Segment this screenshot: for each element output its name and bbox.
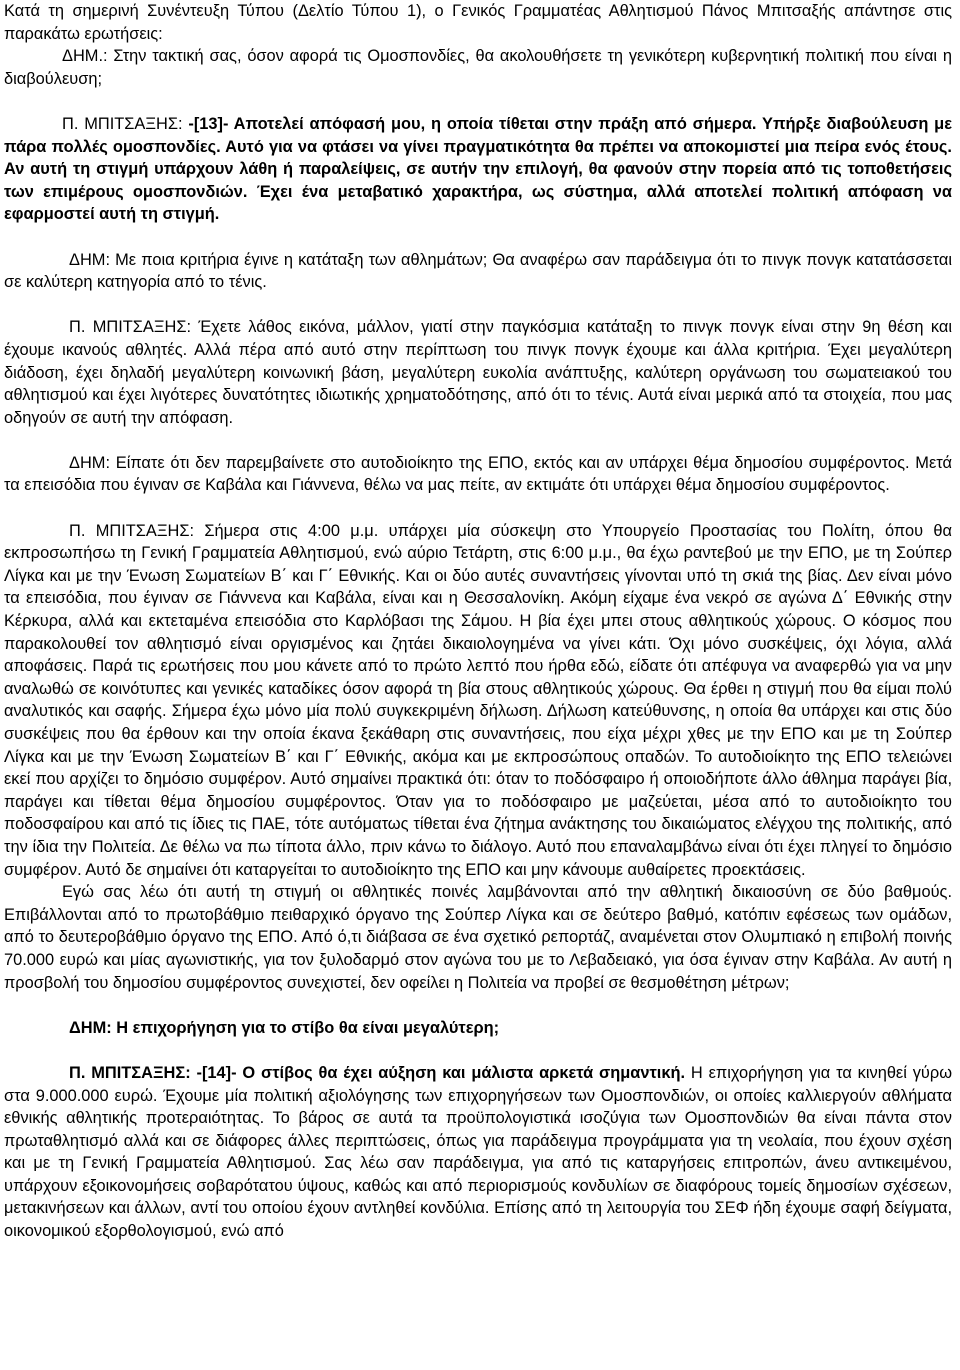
- question-2-text: ΔΗΜ: Με ποια κριτήρια έγινε η κατάταξη των αθλημάτων; Θα αναφέρω σαν παράδειγμα ότι το πινγκ πονγκ κατατάσσεται σε καλύτερη κατηγορία από το τένις.: [4, 250, 952, 292]
- answer-4-bold-text: Π. ΜΠΙΤΣΑΞΗΣ: -[14]- Ο στίβος θα έχει αύξηση και μάλιστα αρκετά σημαντική.: [69, 1063, 686, 1082]
- answer-3-continued: [4, 881, 952, 994]
- question-1: [4, 45, 952, 90]
- intro-paragraph: [4, 0, 952, 45]
- answer-1-bold-text: -[13]- Αποτελεί απόφασή μου, η οποία τίθεται στην πράξη από σήμερα. Υπήρξε διαβούλευση με πάρα πολλές ομοσπονδίες. Αυτό για να φτάσει να γίνει πραγματικότητα θα πρέπει να αποκομιστεί μια πείρα ενός έτους. Αν αυτή τη στιγμή υπάρχουν λάθη ή παραλείψεις, σε αυτήν την επιλογή, θα φανούν στην πορεία από τις τοποθετήσεις των επιμέρους ομοσπονδιών. Έχει ένα μεταβατικό χαρακτήρα, ως σύστημα, αλλά αποτελεί πολιτική απόφαση να εφαρμοστεί αυτή τη στιγμή.: [4, 114, 952, 224]
- intro-text: Κατά τη σημερινή Συνέντευξη Τύπου (Δελτίο Τύπου 1), ο Γενικός Γραμματέας Αθλητισμού Πάνος Μπιτσαξής απάντησε στις παρακάτω ερωτήσεις:: [4, 2, 952, 43]
- question-4-bold-text: ΔΗΜ: Η επιχορήγηση για το στίβο θα είναι μεγαλύτερη;: [69, 1018, 500, 1037]
- answer-1: [4, 113, 952, 226]
- answer-3: [4, 520, 952, 882]
- answer-4: [4, 1062, 952, 1243]
- question-4: [4, 1017, 952, 1040]
- answer-3-text: Π. ΜΠΙΤΣΑΞΗΣ: Σήμερα στις 4:00 μ.μ. υπάρχει μία σύσκεψη στο Υπουργείο Προστασίας του Πολίτη, όπου θα εκπροσωπήσω τη Γενική Γραμματεία Αθλητισμού, ενώ αύριο Τετάρτη, στις 6:00 μ.μ., θα έχω ραντεβού με την ΕΠΟ, με τη Σούπερ Λίγκα και με την Ένωση Σωματείων Β΄ και Γ΄ Εθνικής. Και οι δύο αυτές συναντήσεις γίνονται υπό τη σκιά της βίας. Δεν είναι μόνο τα επεισόδια, που έγιναν σε Γιάννενα και Καβάλα, είναι και η Θεσσαλονίκη. Ακόμη είχαμε ένα νεκρό σε αγώνα Δ΄ Εθνικής στην Κέρκυρα, αλλά και εκτεταμένα επεισόδια στο Καρλόβασι της Σάμου. Η βία έχει μπει στους αθλητικούς χώρους. Ο κόσμος που παρακολουθεί τον αθλητισμό είναι οργισμένος και ζητάει δικαιολογημένα να γίνει κάτι. Όχι μόνο συσκέψεις, όχι λόγια, αλλά αποφάσεις. Παρά τις ερωτήσεις που μου κάνετε από το πρώτο λεπτό που ήρθα εδώ, είδατε ότι απέφυγα να αναφερθώ για να μην αναλωθώ σε κοινότυπες και γενικές καταδίκες όσον αφορά τη βία στους αθλητικούς χώρους. Θα έρθει η στιγμή που θα είμαι πολύ αναλυτικός και σαφής. Σήμερα έχω μόνο μία πολύ συγκεκριμένη δήλωση. Δήλωση κατεύθυνσης, η οποία θα υπάρχει και στις δύο συσκέψεις που θα έρθουν και την οποία έκανα ξεκάθαρη στις συναντήσεις, που είχα μέχρι χθες με την ΕΠΟ και με τη Σούπερ Λίγκα και με την Ένωση Σωματείων Β΄ και Γ΄ Εθνικής, ακόμα και με εκπροσώπους οπαδών. Το αυτοδιοίκητο της ΕΠΟ τελειώνει εκεί που αρχίζει το δημόσιο συμφέρον. Αυτό σημαίνει πρακτικά ότι: όταν το ποδόσφαιρο ή οποιοδήποτε άλλο άθλημα παράγει βία, παράγει και τίθεται θέμα δημοσίου συμφέροντος. Όταν για το ποδόσφαιρο με μαζεύεται, μέσα από το αυτοδιοίκητο του ποδοσφαίρου και από τις ίδιες τις ΠΑΕ, τότε αυτόματως τίθεται ένα ζήτημα ανάκτησης του δικαιώματος ελέγχου της πολιτικής, από την ίδια την Πολιτεία. Δε θέλω να πω τίποτα άλλο, πριν κάνω το διάλογο. Αυτό που επαναλαμβάνω είναι ότι έχει πληγεί το δημόσιο συμφέρον. Αυτό δε σημαίνει ότι καταργείται το αυτοδιοίκητο της ΕΠΟ και μην κάνουμε αυθαίρετες προεκτάσεις.: [4, 521, 952, 879]
- answer-4-text: Η επιχορήγηση για τα κινηθεί γύρω στα 9.000.000 ευρώ. Έχουμε μία πολιτική αξιολόγησης των επιχορηγήσεων των Ομοσπονδιών, οι οποίες καλλιεργούν αθλήματα εθνικής αθλητικής προτεραιότητας. Το βάρος σε αυτά τα προϋπολογιστικά ισοζύγια των Ομοσπονδιών θα είναι πάντα στον πρωταθλητισμό αλλά και σε διάφορες άλλες περιπτώσεις, όπως για παράδειγμα προγράμματα για τη νεολαία, που έχουν σχέση και με τη Γενική Γραμματεία Αθλητισμού. Σας λέω σαν παράδειγμα, για από τις καταργήσεις επιτροπών, άνευ αντικειμένου, υπάρχουν εξοικονομήσεις σοβαρότατου ύψους, καθώς και από περιορισμούς κονδυλίων σε διαφόρους τομείς δημοσίων σχέσεων, μετακινήσεων και άλλων, αντί του οποίου έχουν αντληθεί κονδύλια. Επίσης από τη λειτουργία του ΣΕΦ ήδη έχουμε σαφή δείγματα, οικονομικού εξορθολογισμού, ενώ από: [4, 1063, 953, 1241]
- question-2: [4, 249, 952, 294]
- answer-1-speaker: Π. ΜΠΙΤΣΑΞΗΣ:: [62, 114, 189, 133]
- answer-2: [4, 316, 952, 429]
- answer-3-continued-text: Εγώ σας λέω ότι αυτή τη στιγμή οι αθλητικές ποινές λαμβάνονται από την αθλητική δικαιοσύνη σε δύο βαθμούς. Επιβάλλονται από το πρωτοβάθμιο πειθαρχικό όργανο της Σούπερ Λίγκα και σε δεύτερο βαθμό, κατόπιν εφέσεως των ομάδων, από το δευτεροβάθμιο όργανο της ΕΠΟ. Από ό,τι διάβασα σε ένα σχετικό ρεπορτάζ, αναμένεται στον Ολυμπιακό η επιβολή ποινής 70.000 ευρώ και μίας αγωνιστικής, για τον ξυλοδαρμό στον αγώνα του με το Λεβαδειακό, για όσα έγιναν στην Καβάλα. Αν αυτή η προσβολή του δημοσίου συμφέροντος συνεχιστεί, δεν οφείλει η Πολιτεία να προβεί σε θεσμοθέτηση μέτρων;: [4, 883, 952, 992]
- question-3-text: ΔΗΜ: Είπατε ότι δεν παρεμβαίνετε στο αυτοδιοίκητο της ΕΠΟ, εκτός και αν υπάρχει θέμα δημοσίου συμφέροντος. Μετά τα επεισόδια που έγιναν σε Καβάλα και Γιάννενα, θέλω να μας πείτε, αν εκτιμάτε ότι υπάρχει θέμα δημοσίου συμφέροντος.: [4, 453, 952, 495]
- question-1-text: ΔΗΜ.: Στην τακτική σας, όσον αφορά τις Ομοσπονδίες, θα ακολουθήσετε τη γενικότερη κυβερνητική πολιτική που είναι η διαβούλευση;: [4, 47, 952, 88]
- question-3: [4, 452, 952, 497]
- answer-2-text: Π. ΜΠΙΤΣΑΞΗΣ: Έχετε λάθος εικόνα, μάλλον, γιατί στην παγκόσμια κατάταξη το πινγκ πονγκ είναι στην 9η θέση και έχουμε ικανούς αθλητές. Αλλά πέρα από αυτό στην περίπτωση του πινγκ πονγκ έχουμε και άλλα κριτήρια. Έχει μεγαλύτερη διάδοση, έχει δηλαδή μεγαλύτερη κοινωνική βάση, μεγαλύτερη ευκολία ανάπτυξης, καλύτερη οργάνωση του σωματειακού του αθλητισμού και έχει λιγότερες δυνατότητες ιδιωτικής χρηματοδότησης, από ότι το τένις. Αυτά είναι μερικά από τα στοιχεία, που μας οδηγούν σε αυτή την απόφαση.: [4, 318, 952, 427]
